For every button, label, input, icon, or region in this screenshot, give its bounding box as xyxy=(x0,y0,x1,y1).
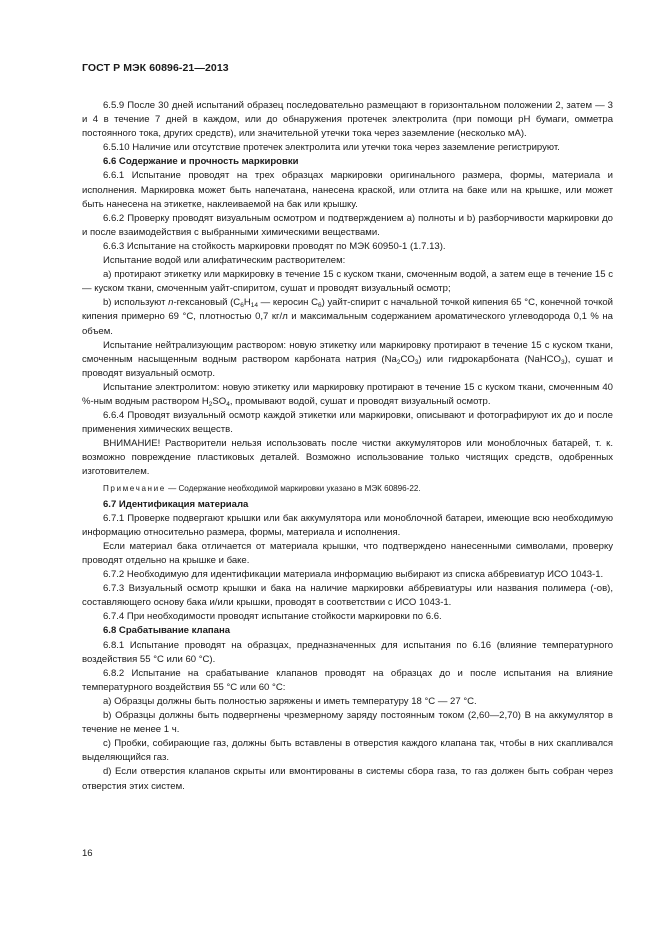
paragraph-6-7-1-cont: Если материал бака отличается от материала крышки, что подтверждено нанесенными символами, проверку проводят отдельно на крышке и баке. xyxy=(82,540,613,566)
page-number: 16 xyxy=(82,848,93,859)
list-item-6-8-2-d: d) Если отверстия клапанов скрыты или вмонтированы в системы сбора газа, то газ должен быть собран через отверстия этих систем. xyxy=(82,766,613,792)
list-item-6-8-2-b: b) Образцы должны быть подвергнены чрезмерному заряду постоянным током (2,60—2,70) В на аккумулятор в течение не менее 1 ч. xyxy=(82,710,613,736)
paragraph-6-6-1: 6.6.1 Испытание проводят на трех образцах маркировки оригинального размера, формы, материала и исполнения. Маркировка может быть напечатана, нанесена краской, или отлита на баке или на крышке, или может быть нанесена на этикетке, наклеиваемой на бак или крышку. xyxy=(82,170,613,210)
list-item-6-8-2-a: а) Образцы должны быть полностью заряжены и иметь температуру 18 °С — 27 °С. xyxy=(103,695,477,707)
paragraph-water-test: Испытание водой или алифатическим растворителем: xyxy=(103,255,346,267)
paragraph-6-5-9: 6.5.9 После 30 дней испытаний образец последовательно размещают в горизонтальном положении 2, затем — 3 и 4 в течение 7 дней в каждом, или до обнаружения протечек электролита (при помощи pH бумаги, омметра постоянного тока, других средств), или значительной утечки тока через заземление (несколько мА). xyxy=(82,100,613,140)
list-item-6-8-2-c: с) Пробки, собирающие газ, должны быть вставлены в отверстия каждого клапана так, чтобы в них скапливался выделяющийся газ. xyxy=(82,738,613,764)
paragraph-6-8-2: 6.8.2 Испытание на срабатывание клапанов проводят на образцах до и после испытания на влияние температурного воздействия 55 °С или 60 °С: xyxy=(82,667,613,693)
paragraph-electrolyte-test: Испытание электролитом: новую этикетку или маркировку протирают в течение 15 с куском ткани, смоченным 40 %-ным водным раствором $H_2SO_4$, промывают водой, сушат и проводят визуальный осмотр. xyxy=(82,381,613,408)
paragraph-6-7-4: 6.7.4 При необходимости проводят испытание стойкости маркировки по 6.6. xyxy=(103,611,442,623)
document-header: ГОСТ Р МЭК 60896-21—2013 xyxy=(82,62,229,74)
paragraph-6-8-1: 6.8.1 Испытание проводят на образцах, предназначенных для испытания по 6.16 (влияние температурного воздействия 55 °С или 60 °С). xyxy=(82,639,613,665)
note: Примечание — Содержание необходимой маркировки указано в МЭК 60896-22. xyxy=(103,483,421,493)
paragraph-6-6-4: 6.6.4 Проводят визуальный осмотр каждой этикетки или маркировки, описывают и фотографируют их до и после применения химических веществ. xyxy=(82,410,613,436)
paragraph-6-5-10: 6.5.10 Наличие или отсутствие протечек электролита или утечки тока через заземление регистрируют. xyxy=(103,142,560,154)
paragraph-neutralizing-test: Испытание нейтрализующим раствором: новую этикетку или маркировку протирают в течение 15 с куском ткани, смоченным насыщенным водным раствором карбоната натрия $(Na_2CO_3)$ или гидрокарбоната (NaHCO$_3$), сушат и проводят визуальный осмотр. xyxy=(82,339,613,379)
paragraph-6-7-2: 6.7.2 Необходимую для идентификации материала информацию выбирают из списка аббревиатур ИСО 1043-1. xyxy=(103,569,604,581)
paragraph-6-6-2: 6.6.2 Проверку проводят визуальным осмотром и подтверждением а) полноты и b) разборчивости маркировки до и после взаимодействия с выбранными химическими веществами. xyxy=(82,212,613,238)
section-heading-6-8: 6.8 Срабатывание клапана xyxy=(103,625,231,637)
section-heading-6-6: 6.6 Содержание и прочность маркировки xyxy=(103,156,299,168)
list-item-a: а) протирают этикетку или маркировку в течение 15 с куском ткани, смоченным водой, а затем еще в течение 15 с — куском ткани, смоченным уайт-спиритом, сушат и проводят визуальный осмотр; xyxy=(82,269,613,295)
paragraph-6-7-3: 6.7.3 Визуальный осмотр крышки и бака на наличие маркировки аббревиатуры или названия полимера (-ов), составляющего основу бака и/или крышки, проводят в соответствии с ИСО 1043-1. xyxy=(82,583,613,609)
list-item-b: b) используют n-гексановый ($C_6H_{14}$ — керосин $C_6$) уайт-спирит с начальной точкой кипения 65 °С, конечной точкой кипения примерно 69 °С, плотностью 0,7 кг/л и максимальным содержанием ароматического углеводорода 0,1 % на объем. xyxy=(82,297,613,337)
paragraph-6-7-1: 6.7.1 Проверке подвергают крышки или бак аккумулятора или моноблочной батареи, имеющие всю необходимую информацию относительно размера, формы, материала и исполнения. xyxy=(82,512,613,538)
paragraph-warning: ВНИМАНИЕ! Растворители нельзя использовать после чистки аккумуляторов или моноблочных батарей, т. к. возможно повреждение пластиковых деталей. Возможно использование только чистящих средств, одобренных изготовителем. xyxy=(82,438,613,478)
section-heading-6-7: 6.7 Идентификация материала xyxy=(103,498,249,510)
paragraph-6-6-3: 6.6.3 Испытание на стойкость маркировки проводят по МЭК 60950-1 (1.7.13). xyxy=(103,240,446,252)
document-body xyxy=(82,99,613,794)
